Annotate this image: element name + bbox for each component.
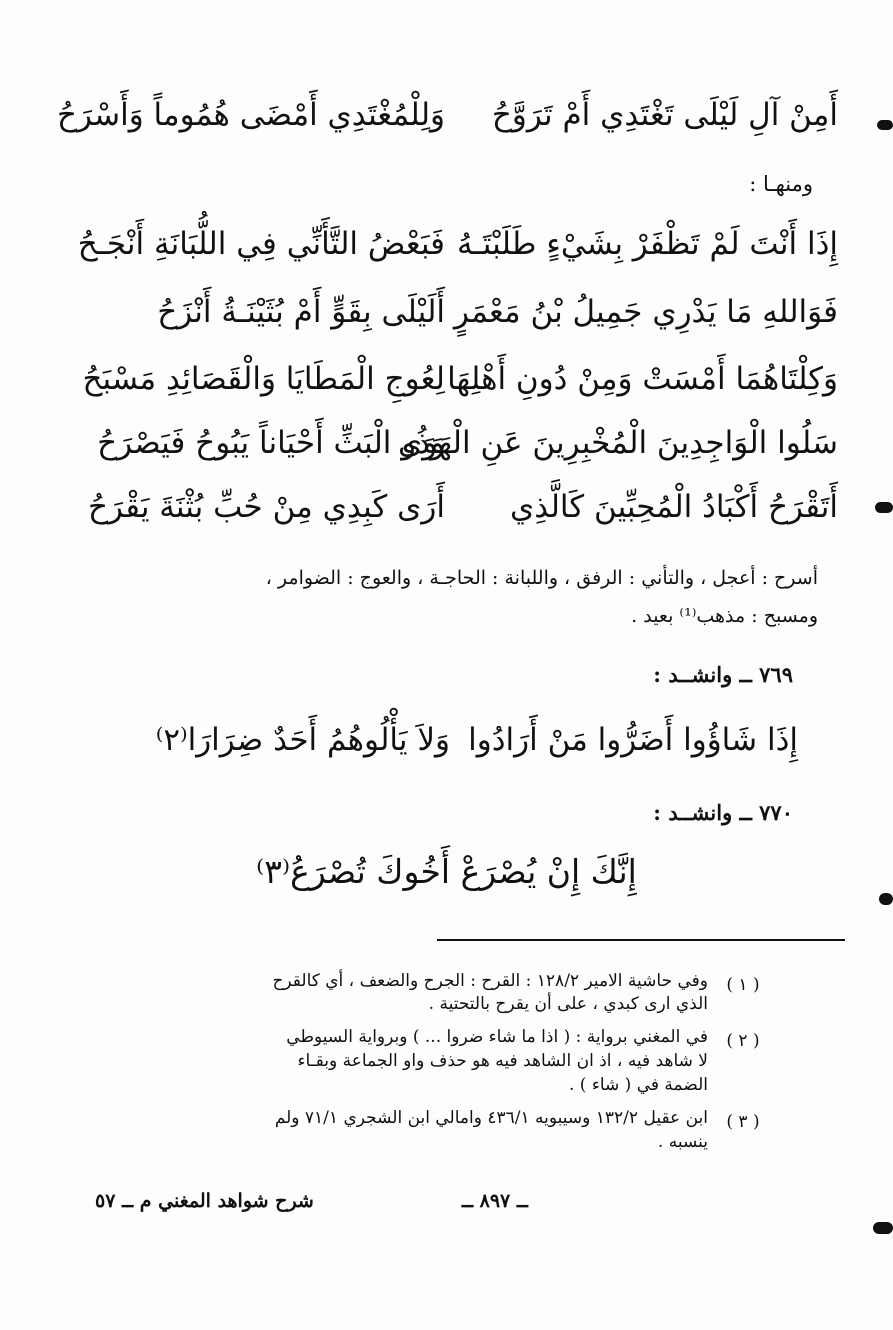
verse-3-hemistich-2: أَلَيْلَى بِقَوٍّ أَمْ بُثَيْنَـةُ أَنْزَحُ xyxy=(157,294,445,330)
gloss-line-2: ومسبح : مذهب⁽¹⁾ بعيد . xyxy=(631,605,818,627)
verse-4-hemistich-2: لِعُوجِ الْمَطَايَا وَالْقَصَائِدِ مَسْبَحُ xyxy=(82,361,445,397)
footnote-1-line-2: الذي ارى كبدي ، على أن يقرح بالتحتية . xyxy=(428,994,708,1014)
gloss-line-1: أسرح : أعجل ، والتأني : الرفق ، واللبانة : الحاجـة ، والعوج : الضوامر ، xyxy=(265,567,818,589)
entry-769-hemistich-2: وَلاَ يَأْلُوهُمُ أَحَدٌ ضِرَارَا⁽٢⁾ xyxy=(155,722,450,758)
scan-mark xyxy=(879,893,893,905)
verse-3-hemistich-1: فَوَاللهِ مَا يَدْرِي جَمِيلُ بْنُ مَعْمَرٍ xyxy=(454,294,838,330)
page-number: ــ ٨٩٧ ــ xyxy=(461,1190,528,1212)
verse-4-hemistich-1: وَكِلْتَاهُمَا أَمْسَتْ وَمِنْ دُونِ أَهْلِهَا xyxy=(447,361,838,397)
footnote-2-number: ( ٢ ) xyxy=(726,1031,760,1051)
entry-770-verse: إِنَّكَ إِنْ يُصْرَعْ أَخُوكَ تُصْرَعُ⁽٣⁾ xyxy=(256,852,637,891)
scan-mark xyxy=(875,502,893,513)
book-title-footer: شرح شواهد المغني م ــ ٥٧ xyxy=(95,1190,314,1212)
verse-1-hemistich-1: أَمِنْ آلِ لَيْلَى تَغْتَدِي أَمْ تَرَوَّحُ xyxy=(491,97,838,133)
footnote-2-line-2: لا شاهد فيه ، اذ ان الشاهد فيه هو حذف واو الجماعة وبقـاء xyxy=(297,1051,708,1071)
entry-770-label: ٧٧٠ ــ وانشــد : xyxy=(653,800,793,825)
footnote-2-line-3: الضمة في ( شاء ) . xyxy=(569,1075,708,1095)
footnote-1-number: ( ١ ) xyxy=(726,975,760,995)
verse-1-hemistich-2: وَلِلْمُغْتَدِي أَمْضَى هُمُوماً وَأَسْرَحُ xyxy=(57,97,445,133)
verse-6-hemistich-2: أَرَى كَبِدِي مِنْ حُبِّ بُثْنَةَ يَقْرَحُ xyxy=(88,489,445,525)
scan-mark xyxy=(873,1222,893,1234)
minha-label: ومنهـا : xyxy=(749,172,813,196)
verse-5-hemistich-1: سَلُوا الْوَاجِدِينَ الْمُخْبِرِينَ عَنِ الْهَوَى xyxy=(397,425,838,461)
footnote-3-line-2: ينسبه . xyxy=(657,1132,708,1152)
verse-2-hemistich-2: فَبَعْضُ التَّأَنِّي فِي اللُّبَانَةِ أَنْجَـحُ xyxy=(77,226,445,262)
verse-2-hemistich-1: إِذَا أَنْتَ لَمْ تَظْفَرْ بِشَيْءٍ طَلَبْتَـهُ xyxy=(457,226,838,262)
footnote-3-number: ( ٣ ) xyxy=(726,1112,760,1132)
footnote-2-line-1: في المغني برواية : ( اذا ما شاء ضروا ... ) وبرواية السيوطي xyxy=(286,1027,708,1047)
verse-5-hemistich-2: وَذُو الْبَثِّ أَحْيَاناً يَبُوحُ فَيَصْرَحُ xyxy=(97,425,445,461)
footnote-3-line-1: ابن عقيل ١٣٢/٢ وسيبويه ٤٣٦/١ وامالي ابن الشجري ٧١/١ ولم xyxy=(274,1108,708,1128)
entry-769-label: ٧٦٩ ــ وانشــد : xyxy=(653,662,793,687)
footnote-1-line-1: وفي حاشية الامير ١٢٨/٢ : القرح : الجرح والضعف ، أي كالقرح xyxy=(272,971,708,991)
scan-mark xyxy=(877,120,893,130)
footnote-divider xyxy=(437,939,845,941)
entry-769-hemistich-1: إِذَا شَاؤُوا أَضَرُّوا مَنْ أَرَادُوا xyxy=(468,722,798,758)
verse-6-hemistich-1: أَتَقْرَحُ أَكْبَادُ الْمُحِبِّينَ كَالَّذِي xyxy=(509,489,838,525)
